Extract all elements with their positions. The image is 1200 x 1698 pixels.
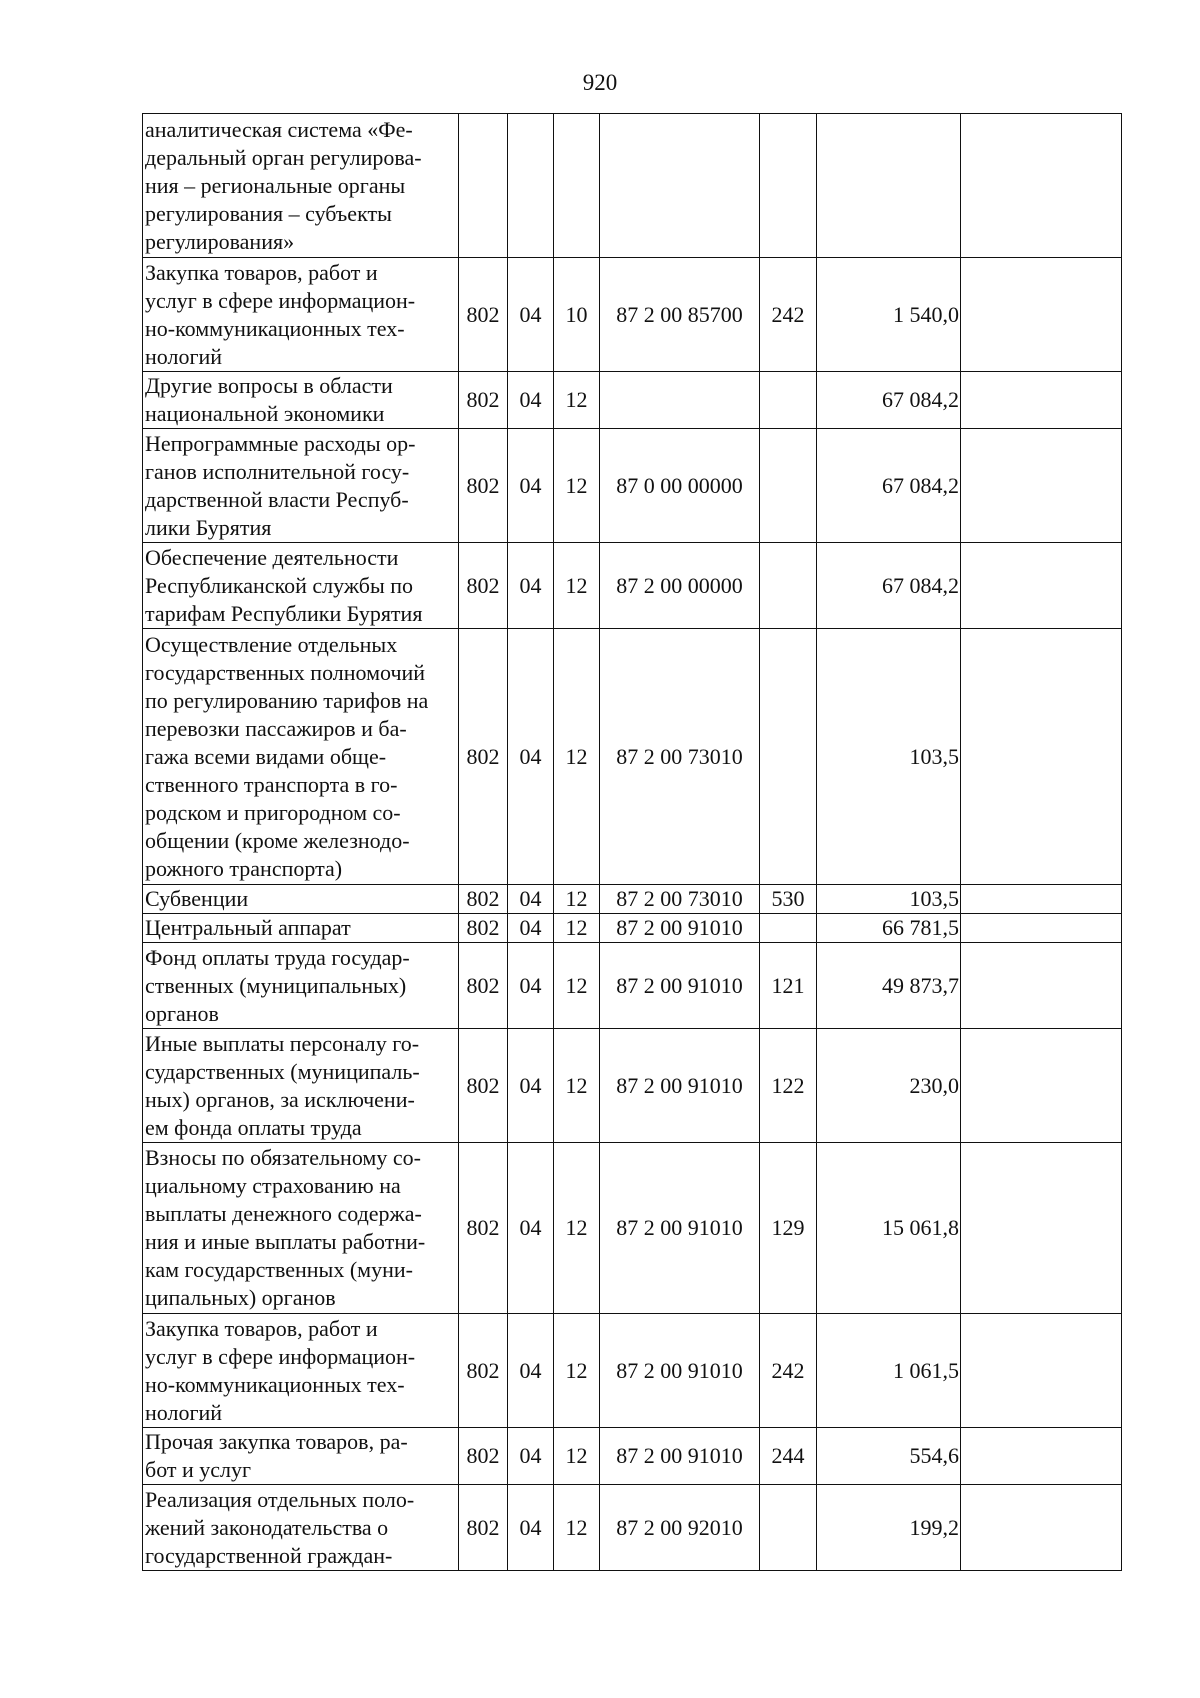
expense-type-code: 129 <box>760 1143 817 1314</box>
page-number: 920 <box>582 70 618 95</box>
subsection-code: 12 <box>554 543 600 629</box>
target-article-code: 87 2 00 91010 <box>600 1428 760 1485</box>
table-row <box>143 1314 1122 1428</box>
amount: 15 061,8 <box>817 1143 961 1314</box>
section-code: 04 <box>508 429 554 543</box>
target-article-code <box>600 114 760 258</box>
target-article-code <box>600 372 760 429</box>
section-code: 04 <box>508 372 554 429</box>
table-row <box>143 114 1122 258</box>
amount: 230,0 <box>817 1029 961 1143</box>
target-article-code: 87 2 00 91010 <box>600 914 760 943</box>
empty-cell <box>961 914 1122 943</box>
table-row <box>143 885 1122 914</box>
empty-cell <box>961 1428 1122 1485</box>
expense-type-code: 244 <box>760 1428 817 1485</box>
target-article-code: 87 2 00 91010 <box>600 1143 760 1314</box>
section-code: 04 <box>508 914 554 943</box>
subsection-code: 12 <box>554 1314 600 1428</box>
amount: 67 084,2 <box>817 543 961 629</box>
table-row <box>143 1029 1122 1143</box>
expense-type-code: 121 <box>760 943 817 1029</box>
amount: 103,5 <box>817 629 961 885</box>
target-article-code: 87 2 00 00000 <box>600 543 760 629</box>
section-code: 04 <box>508 629 554 885</box>
empty-cell <box>961 629 1122 885</box>
ministry-code: 802 <box>459 1485 508 1571</box>
expense-type-code <box>760 372 817 429</box>
empty-cell <box>961 943 1122 1029</box>
row-description: Взносы по обязательному со- циальному страхованию на выплаты денежного содержа- ния и иные выплаты работни- кам государственных (муни- ципальных) органов <box>143 1143 459 1314</box>
ministry-code: 802 <box>459 1314 508 1428</box>
section-code: 04 <box>508 943 554 1029</box>
subsection-code: 12 <box>554 372 600 429</box>
subsection-code: 12 <box>554 1485 600 1571</box>
ministry-code: 802 <box>459 629 508 885</box>
expense-type-code <box>760 1485 817 1571</box>
amount: 49 873,7 <box>817 943 961 1029</box>
expense-type-code <box>760 429 817 543</box>
subsection-code <box>554 114 600 258</box>
row-description: Субвенции <box>143 885 459 914</box>
ministry-code: 802 <box>459 885 508 914</box>
section-code: 04 <box>508 1143 554 1314</box>
row-description: аналитическая система «Фе- деральный орган регулирова- ния – региональные органы регулирования – субъекты регулирования» <box>143 114 459 258</box>
empty-cell <box>961 114 1122 258</box>
amount: 554,6 <box>817 1428 961 1485</box>
expense-type-code: 242 <box>760 1314 817 1428</box>
expense-type-code: 530 <box>760 885 817 914</box>
row-description: Осуществление отдельных государственных полномочий по регулированию тарифов на перевозки пассажиров и ба- гажа всеми видами обще- ственного транспорта в го- родском и пригородном со- общении (кроме железнодо- рожного транспорта) <box>143 629 459 885</box>
amount: 1 061,5 <box>817 1314 961 1428</box>
row-description: Фонд оплаты труда государ- ственных (муниципальных) органов <box>143 943 459 1029</box>
empty-cell <box>961 1143 1122 1314</box>
target-article-code: 87 2 00 73010 <box>600 885 760 914</box>
section-code: 04 <box>508 258 554 372</box>
amount: 1 540,0 <box>817 258 961 372</box>
section-code: 04 <box>508 1029 554 1143</box>
table-row <box>143 1428 1122 1485</box>
subsection-code: 10 <box>554 258 600 372</box>
row-description: Обеспечение деятельности Республиканской службы по тарифам Республики Бурятия <box>143 543 459 629</box>
row-description: Непрограммные расходы ор- ганов исполнительной госу- дарственной власти Респуб- лики Бурятия <box>143 429 459 543</box>
row-description: Закупка товаров, работ и услуг в сфере информацион- но-коммуникационных тех- нологий <box>143 258 459 372</box>
amount: 199,2 <box>817 1485 961 1571</box>
row-description: Центральный аппарат <box>143 914 459 943</box>
subsection-code: 12 <box>554 943 600 1029</box>
expense-type-code: 122 <box>760 1029 817 1143</box>
amount <box>817 114 961 258</box>
section-code: 04 <box>508 1314 554 1428</box>
expense-type-code <box>760 914 817 943</box>
subsection-code: 12 <box>554 885 600 914</box>
expense-type-code: 242 <box>760 258 817 372</box>
subsection-code: 12 <box>554 1428 600 1485</box>
amount: 67 084,2 <box>817 372 961 429</box>
ministry-code: 802 <box>459 1143 508 1314</box>
row-description: Другие вопросы в области национальной экономики <box>143 372 459 429</box>
section-code <box>508 114 554 258</box>
target-article-code: 87 2 00 85700 <box>600 258 760 372</box>
ministry-code: 802 <box>459 1428 508 1485</box>
empty-cell <box>961 543 1122 629</box>
ministry-code: 802 <box>459 258 508 372</box>
expense-type-code <box>760 629 817 885</box>
target-article-code: 87 0 00 00000 <box>600 429 760 543</box>
target-article-code: 87 2 00 91010 <box>600 1029 760 1143</box>
empty-cell <box>961 885 1122 914</box>
row-description: Прочая закупка товаров, ра- бот и услуг <box>143 1428 459 1485</box>
ministry-code: 802 <box>459 1029 508 1143</box>
target-article-code: 87 2 00 73010 <box>600 629 760 885</box>
row-description: Иные выплаты персоналу го- сударственных (муниципаль- ных) органов, за исключени- ем фонда оплаты труда <box>143 1029 459 1143</box>
amount: 103,5 <box>817 885 961 914</box>
expense-type-code <box>760 114 817 258</box>
section-code: 04 <box>508 1485 554 1571</box>
subsection-code: 12 <box>554 1029 600 1143</box>
empty-cell <box>961 258 1122 372</box>
section-code: 04 <box>508 1428 554 1485</box>
amount: 67 084,2 <box>817 429 961 543</box>
ministry-code <box>459 114 508 258</box>
table-body <box>143 114 1122 1571</box>
target-article-code: 87 2 00 91010 <box>600 943 760 1029</box>
subsection-code: 12 <box>554 429 600 543</box>
target-article-code: 87 2 00 91010 <box>600 1314 760 1428</box>
empty-cell <box>961 372 1122 429</box>
table-row <box>143 372 1122 429</box>
table-row <box>143 1143 1122 1314</box>
ministry-code: 802 <box>459 543 508 629</box>
row-description: Реализация отдельных поло- жений законодательства о государственной граждан- <box>143 1485 459 1571</box>
target-article-code: 87 2 00 92010 <box>600 1485 760 1571</box>
subsection-code: 12 <box>554 914 600 943</box>
table-row <box>143 629 1122 885</box>
amount: 66 781,5 <box>817 914 961 943</box>
table-row <box>143 258 1122 372</box>
ministry-code: 802 <box>459 914 508 943</box>
budget-table <box>142 113 1122 1571</box>
row-description: Закупка товаров, работ и услуг в сфере информацион- но-коммуникационных тех- нологий <box>143 1314 459 1428</box>
table-row <box>143 543 1122 629</box>
ministry-code: 802 <box>459 372 508 429</box>
subsection-code: 12 <box>554 629 600 885</box>
subsection-code: 12 <box>554 1143 600 1314</box>
table-row <box>143 943 1122 1029</box>
section-code: 04 <box>508 543 554 629</box>
empty-cell <box>961 1029 1122 1143</box>
table-row <box>143 1485 1122 1571</box>
ministry-code: 802 <box>459 429 508 543</box>
empty-cell <box>961 429 1122 543</box>
ministry-code: 802 <box>459 943 508 1029</box>
table-row <box>143 429 1122 543</box>
empty-cell <box>961 1485 1122 1571</box>
expense-type-code <box>760 543 817 629</box>
empty-cell <box>961 1314 1122 1428</box>
section-code: 04 <box>508 885 554 914</box>
table-row <box>143 914 1122 943</box>
